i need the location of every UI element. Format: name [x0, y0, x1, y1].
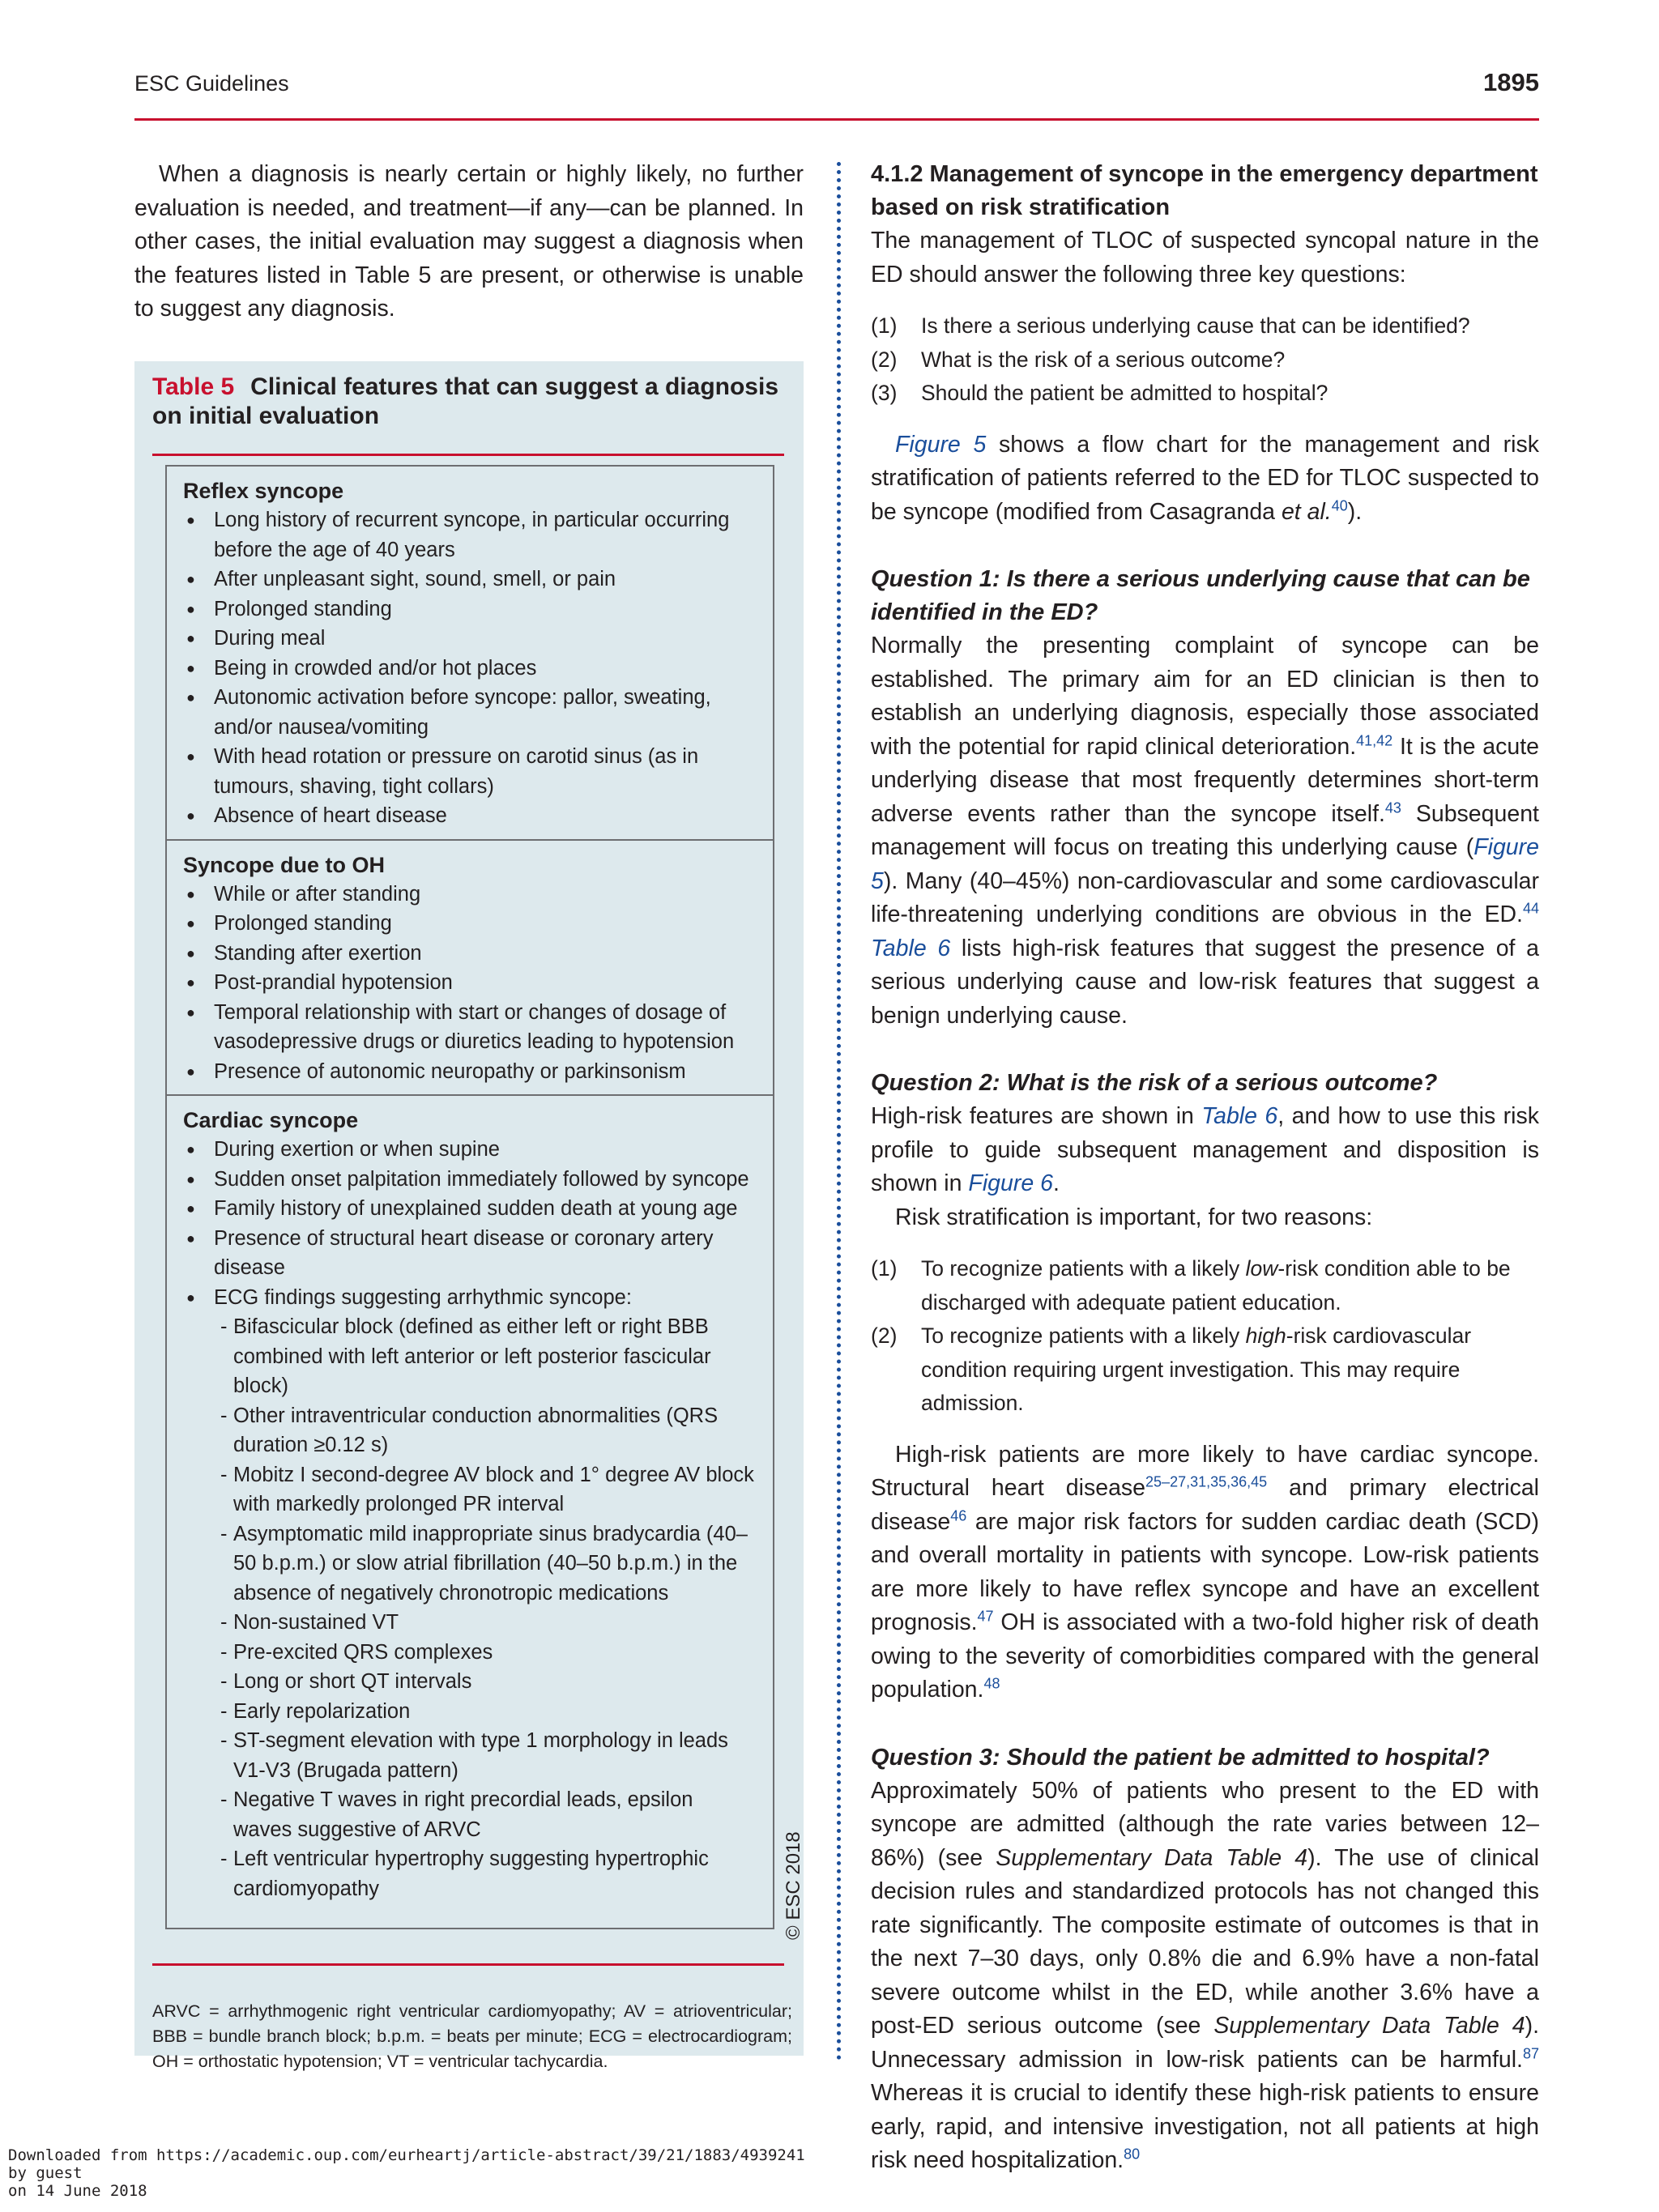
footer-line: on 14 June 2018: [8, 2182, 147, 2200]
sub-list-item: - Negative T waves in right precordial leads, epsilon waves suggestive of ARVC: [220, 1788, 693, 1841]
ecg-sub-list: [183, 1312, 757, 1903]
copyright-mark: © ESC 2018: [783, 1831, 804, 1940]
figure-link[interactable]: Figure 5: [871, 834, 1539, 894]
intro-paragraph: When a diagnosis is nearly certain or highly likely, no further evaluation is needed, and treatment—if any—can be planned. In other cases, the initial evaluation may suggest a diagnosis when the features listed in Table 5 are present, or otherwise is unable to suggest any diagnosis.: [134, 161, 804, 322]
citation[interactable]: 25–27,31,35,36,45: [1145, 1473, 1268, 1490]
list-item: ● With head rotation or pressure on carotid sinus (as in tumours, shaving, tight collars): [183, 742, 757, 801]
list-item: (2) What is the risk of a serious outcome?: [871, 347, 1286, 372]
reasons-intro: Risk stratification is important, for two reasons:: [895, 1204, 1373, 1230]
list-item: ● While or after standing: [183, 880, 757, 910]
list-item: ● Absence of heart disease: [183, 801, 757, 831]
sub-list-item: - Mobitz I second-degree AV block and 1° degree AV block with markedly prolonged PR interval: [220, 1463, 754, 1515]
list-item: ● During meal: [183, 624, 757, 654]
list-item: (2) To recognize patients with a likely high-risk cardiovascular condition requiring urgent investigation. This may require admission.: [871, 1323, 1472, 1415]
list-item: (1) Is there a serious underlying cause that can be identified?: [871, 313, 1470, 338]
question-1-text: Normally the presenting complaint of syncope can be established. The primary aim for an ED clinician is then to establish an underlying diagnosis, especially those associated with the potential for rapid clinical deterioration.$^{41,42}$ It is the acute underlying disease that most frequently determines short-term adverse events rather than the syncope itself.$^{43}$ Subsequent management will focus on treating this underlying cause (Figure 5). Many (40–45%) non-cardiovascular and some cardiovascular life-threatening underlying conditions are obvious in the ED.$^{44}$ Table 6 lists high-risk features that suggest the presence of a serious underlying cause and low-risk features that suggest a benign underlying cause.: [871, 633, 1539, 1029]
list-item: ● Temporal relationship with start or changes of dosage of vasodepressive drugs or diuretics leading to hypotension: [183, 998, 757, 1057]
section-cardiac-syncope: [167, 1096, 773, 1928]
sub-list-item: - Non-sustained VT: [220, 1611, 399, 1634]
column-separator: [837, 162, 841, 2061]
sub-list-item: - ST-segment elevation with type 1 morphology in leads V1-V3 (Brugada pattern): [220, 1729, 728, 1782]
list-item: ● Sudden onset palpitation immediately followed by syncope: [183, 1165, 757, 1195]
figure-paragraph: Figure 5 shows a flow chart for the management and risk stratification of patients referred to the ED for TLOC suspected to be syncope (modified from Casagranda et al.$^{40}$).: [871, 431, 1539, 525]
list-item: (1) To recognize patients with a likely low-risk condition able to be discharged with adequate patient education.: [871, 1256, 1511, 1315]
key-questions-list: [871, 309, 1539, 411]
table-title: [152, 373, 792, 431]
table-top-rule: [152, 454, 784, 456]
question-1-heading: Question 1: Is there a serious underlying cause that can be identified in the ED?: [871, 566, 1530, 625]
bullet-list: [183, 1135, 757, 1312]
bullet-list: [183, 880, 757, 1087]
citation[interactable]: 48: [983, 1675, 1000, 1692]
sub-list-item: - Other intraventricular conduction abnormalities (QRS duration ≥0.12 s): [220, 1404, 719, 1456]
list-item: ● Presence of autonomic neuropathy or parkinsonism: [183, 1057, 757, 1087]
table-caption: Clinical features that can suggest a diagnosis on initial evaluation: [152, 373, 778, 429]
supplementary-link[interactable]: Supplementary Data Table 4: [996, 1844, 1308, 1871]
footer-line: by guest: [8, 2164, 83, 2182]
table-body: [165, 465, 774, 1929]
footer-line[interactable]: Downloaded from https://academic.oup.com/eurheartj/article-abstract/39/21/1883/4939241: [8, 2146, 805, 2164]
section-heading: Reflex syncope: [183, 479, 344, 503]
sub-list-item: - Early repolarization: [220, 1699, 411, 1723]
right-column: [871, 158, 1539, 2178]
reasons-list: [871, 1252, 1539, 1421]
sub-list-item: - Left ventricular hypertrophy suggesting hypertrophic cardiomyopathy: [220, 1848, 709, 1900]
citation[interactable]: 43: [1384, 799, 1401, 816]
list-item: ● After unpleasant sight, sound, smell, or pain: [183, 565, 757, 595]
table-5: [134, 361, 804, 2071]
list-item: ● Being in crowded and/or hot places: [183, 654, 757, 684]
list-item: ● Prolonged standing: [183, 595, 757, 624]
table-footnote: ARVC = arrhythmogenic right ventricular cardiomyopathy; AV = atrioventricular; BBB = bundle branch block; b.p.m. = beats per minute; ECG = electrocardiogram; OH = orthostatic hypotension; VT = ventricular tachycardia.: [152, 2001, 792, 2071]
citation[interactable]: 80: [1124, 2146, 1141, 2163]
list-item: (3) Should the patient be admitted to hospital?: [871, 381, 1328, 405]
question-3-text: Approximately 50% of patients who present to the ED with syncope are admitted (although the rate varies between 12–86%) (see Supplementary Data Table 4). The use of clinical decision rules and standardized protocols has not changed this rate significantly. The composite estimate of outcomes is that in the next 7–30 days, only 0.8% die and 6.9% have a non-fatal severe outcome whilst in the ED, while another 3.6% have a post-ED serious outcome (see Supplementary Data Table 4). Unnecessary admission in low-risk patients can be harmful.$^{87}$ Whereas it is crucial to identify these high-risk patients to ensure early, rapid, and intensive investigation, not all patients at high risk need hospitalization.$^{80}$: [871, 1777, 1540, 2173]
list-item: ● Presence of structural heart disease or coronary artery disease: [183, 1224, 757, 1283]
header-rule: [134, 118, 1539, 121]
left-column: [134, 158, 804, 326]
list-item: ● Standing after exertion: [183, 939, 757, 969]
citation[interactable]: 41,42: [1356, 732, 1393, 748]
list-item: ● ECG findings suggesting arrhythmic syncope:: [183, 1283, 757, 1313]
citation[interactable]: 47: [977, 1608, 994, 1625]
list-item: ● During exertion or when supine: [183, 1135, 757, 1165]
sub-list-item: - Bifascicular block (defined as either left or right BBB combined with left anterior or left posterior fascicular block): [220, 1315, 711, 1397]
sub-list-item: - Pre-excited QRS complexes: [220, 1640, 493, 1664]
list-item: ● Family history of unexplained sudden death at young age: [183, 1194, 757, 1224]
supplementary-link[interactable]: Supplementary Data Table 4: [1213, 2013, 1525, 2039]
citation[interactable]: 44: [1522, 900, 1539, 917]
section-intro: The management of TLOC of suspected syncopal nature in the ED should answer the following three key questions:: [871, 228, 1539, 288]
section-syncope-oh: [167, 841, 773, 1097]
sub-list-item: - Asymptomatic mild inappropriate sinus bradycardia (40–50 b.p.m.) or slow atrial fibrillation (40–50 b.p.m.) in the absence of negatively chronotropic medications: [220, 1522, 748, 1605]
table-number: Table 5: [152, 373, 235, 400]
page-number: 1895: [1483, 68, 1539, 96]
citation[interactable]: 46: [950, 1507, 967, 1524]
section-heading: 4.1.2 Management of syncope in the emergency department based on risk stratification: [871, 161, 1538, 220]
download-footer: [8, 2146, 805, 2200]
list-item: ● Post-prandial hypotension: [183, 968, 757, 998]
figure-link[interactable]: Figure 6: [968, 1170, 1053, 1196]
list-item: ● Prolonged standing: [183, 909, 757, 939]
sub-list-item: - Long or short QT intervals: [220, 1670, 472, 1693]
question-2-text: High-risk features are shown in Table 6, and how to use this risk profile to guide subsequent management and disposition is shown in Figure 6.: [871, 1103, 1539, 1196]
table-link[interactable]: Table 6: [1201, 1103, 1278, 1129]
section-heading: Syncope due to OH: [183, 852, 386, 877]
figure-link[interactable]: Figure 5: [895, 431, 987, 458]
question-2-heading: Question 2: What is the risk of a serious outcome?: [871, 1070, 1438, 1096]
table-link[interactable]: Table 6: [871, 935, 951, 961]
list-item: ● Autonomic activation before syncope: pallor, sweating, and/or nausea/vomiting: [183, 683, 757, 742]
table-bottom-rule: [152, 1963, 784, 1966]
citation[interactable]: 40: [1331, 497, 1348, 514]
high-risk-paragraph: High-risk patients are more likely to have cardiac syncope. Structural heart disease$^{25-27,31,35,36,45}$ and primary electrical disease$^{46}$ are major risk factors for sudden cardiac death (SCD) and overall mortality in patients with syncope. Low-risk patients are more likely to have reflex syncope and have an excellent prognosis.$^{47}$ OH is associated with a two-fold higher risk of death owing to the severity of comorbidities compared with the general population.$^{48}$: [871, 1441, 1539, 1703]
running-head: ESC Guidelines: [134, 71, 289, 96]
section-heading: Cardiac syncope: [183, 1108, 359, 1132]
citation[interactable]: 87: [1522, 2045, 1539, 2061]
section-reflex-syncope: [167, 467, 773, 841]
question-3-heading: Question 3: Should the patient be admitted to hospital?: [871, 1744, 1490, 1771]
bullet-list: [183, 505, 757, 831]
list-item: ● Long history of recurrent syncope, in particular occurring before the age of 40 years: [183, 505, 757, 565]
